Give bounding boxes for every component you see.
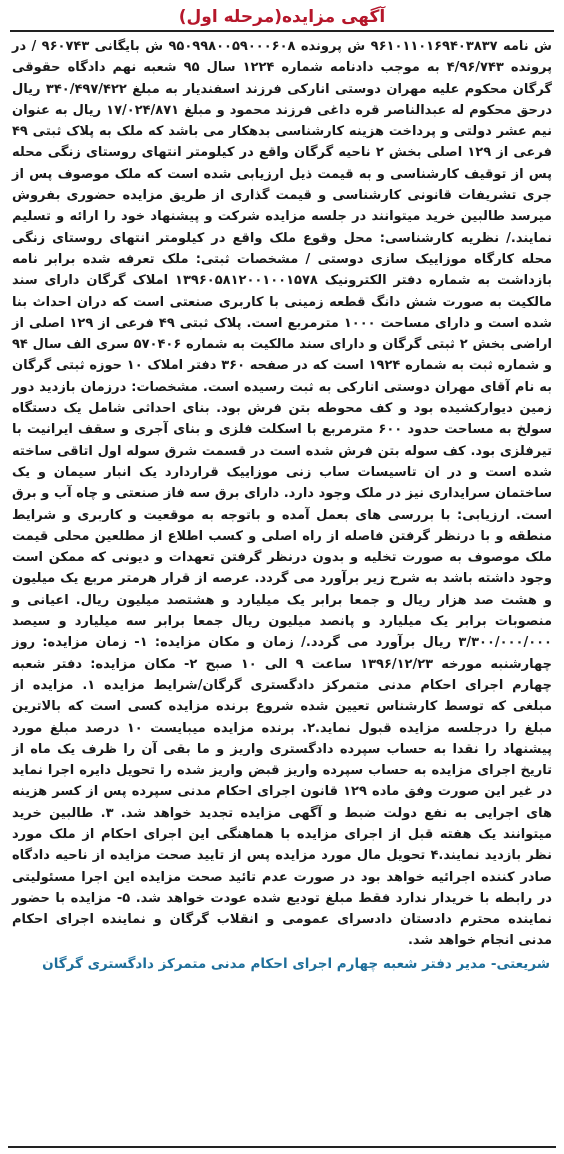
notice-title: آگهی مزایده(مرحله اول) bbox=[10, 4, 554, 32]
notice-body: ش نامه ۹۶۱۰۱۱۰۱۶۹۴۰۳۸۳۷ ش پرونده ۹۵۰۹۹۸۰۰۵۹۰۰۰۶۰۸ ش بایگانی ۹۶۰۷۴۳ / در پرونده ۴/۹۶/۷۴۳ به موجب دادنامه شماره ۱۲۲۴ سال ۹۵ شعبه نهم دادگاه حقوقی گرگان محکوم علیه مهران دوستی انارکی فرزند اسفندیار به مبلغ ۳۴۰/۴۹۷/۴۲۲ ریال درحق محکوم له عبدالناصر قره داغی فرزند محمود و مبلغ ۱۷/۰۲۴/۸۷۱ ریال به عنوان نیم عشر دولتی و پرداخت هزینه کارشناسی بدهکار می باشد که ملک به پلاک ثبتی ۴۹ فرعی از ۱۲۹ اصلی بخش ۲ ناحیه گرگان واقع در کیلومتر انتهای روستای زنگی محله پس از توقیف کارشناسی و به قیمت ذیل ارزیابی شده است که ملک موصوف پس از جری تشریفات قانونی کارشناسی و قیمت گذاری از طریق مزایده حضوری بفروش میرسد طالبین خرید میتوانند در جلسه مزایده شرکت و پیشنهاد خود را ارائه و تسلیم نمایند./ نظریه کارشناسی: محل وقوع ملک واقع در کیلومتر انتهای روستای زنگی محله کارگاه موزاییک سازی دوستی / مشخصات ثبتی: ملک تعرفه شده برابر نامه بازداشت به شماره دفتر الکترونیک ۱۳۹۶۰۵۸۱۲۰۰۱۰۰۱۵۷۸ املاک گرگان دارای سند مالکیت به صورت شش دانگ قطعه زمینی با کاربری صنعتی است که دران احداث بنا شده است و دارای مساحت ۱۰۰۰ مترمربع است. پلاک ثبتی ۴۹ فرعی از ۱۲۹ اصلی از اراضی بخش ۲ ثبتی گرگان و دارای سند مالکیت به شماره ۵۷۰۴۰۶ سری الف سال ۹۴ و شماره ثبت به شماره ۱۹۲۴ است که در صفحه ۳۶۰ دفتر املاک ۱۰ حوزه ثبتی گرگان به نام آقای مهران دوستی انارکی به ثبت رسیده است. مشخصات: درزمان بازدید دور زمین دیوارکشیده بود و کف محوطه بتن فرش بود. بنای احداثی شامل یک دستگاه سولخ به مساحت حدود ۶۰۰ مترمربع با اسکلت فلزی و بنای آجری و سقف ایرانیت با تیرفلزی بود. کف سوله بتن فرش شده است در قسمت شرق سوله اول اتاقی ساخته شده است و در ان تاسیسات ساب زنی موزاییک قراردارد یک انبار سیمان و یک ساختمان سرایداری نیز در ملک وجود دارد. دارای برق سه فاز صنعتی و چاه آب و برق است. ارزیابی: با بررسی های بعمل آمده و باتوجه به موقعیت و کاربری و شرایط منطقه و با درنظر گرفتن فاصله از راه اصلی و کسب اطلاع از مطلعین محلی قیمت ملک موصوف به صورت تخلیه و بدون درنظر گرفتن تعهدات و دیونی که ممکن است وجود داشته باشد به شرح زیر برآورد می گردد. عرصه از قرار هرمتر مربع یک میلیون و هشت صد هزار ریال و جمعا برابر یک میلیارد و هشتصد میلیون ریال. اعیانی و منصوبات برابر یک میلیارد و پانصد میلیون ریال جمعا برابر سه میلیارد و سیصد ۳/۳۰۰/۰۰۰/۰۰۰ ریال برآورد می گردد./ زمان و مکان مزایده: ۱- زمان مزایده: روز چهارشنبه مورخه ۱۳۹۶/۱۲/۲۳ ساعت ۹ الی ۱۰ صبح ۲- مکان مزایده: دفتر شعبه چهارم اجرای احکام مدنی متمرکز دادگستری گرگان/شرایط مزایده ۱. مزایده از مبلغی که توسط کارشناس تعیین شده شروع برنده مزایده کسی است که بالاترین مبلغ را درجلسه مزایده قبول نماید.۲. برنده مزایده میبایست ۱۰ درصد مبلغ مورد پیشنهاد را نقدا به حساب سپرده دادگستری واریز و ما بقی آن را ظرف یک ماه از تاریخ اجرای مزایده به حساب سپرده واریز قبض واریز شده را تحویل دایره اجرا نماید در غیر این صورت وفق ماده ۱۲۹ قانون اجرای احکام مدنی سپرده پس از کسر هزینه های اجرایی به نفع دولت ضبط و آگهی مزایده تجدید خواهد شد. ۳. طالبین خرید میتوانند یک هفته قبل از اجرای مزایده با هماهنگی این اجرای احکام از ملک مورد نظر بازدید نمایند.۴ تحویل مال مورد مزایده پس از تایید صحت مزایده از ناحیه دادگاه صادر کننده اجرائیه خواهد بود در صورت عدم تائید صحت مزایده این اجرا مسئولیتی در رابطه با خریدار ندارد فقط مبلغ تودیع شده عودت خواهد شد. ۵- مزایده با حضور نماینده محترم دادستان دادسرای عمومی و انقلاب گرگان و نماینده اجرای احکام مدنی انجام خواهد شد. bbox=[12, 39, 553, 949]
notice-signature: شریعتی- مدیر دفتر شعبه چهارم اجرای احکام مدنی متمرکز دادگستری گرگان bbox=[42, 955, 550, 972]
bottom-rule bbox=[8, 1146, 556, 1148]
